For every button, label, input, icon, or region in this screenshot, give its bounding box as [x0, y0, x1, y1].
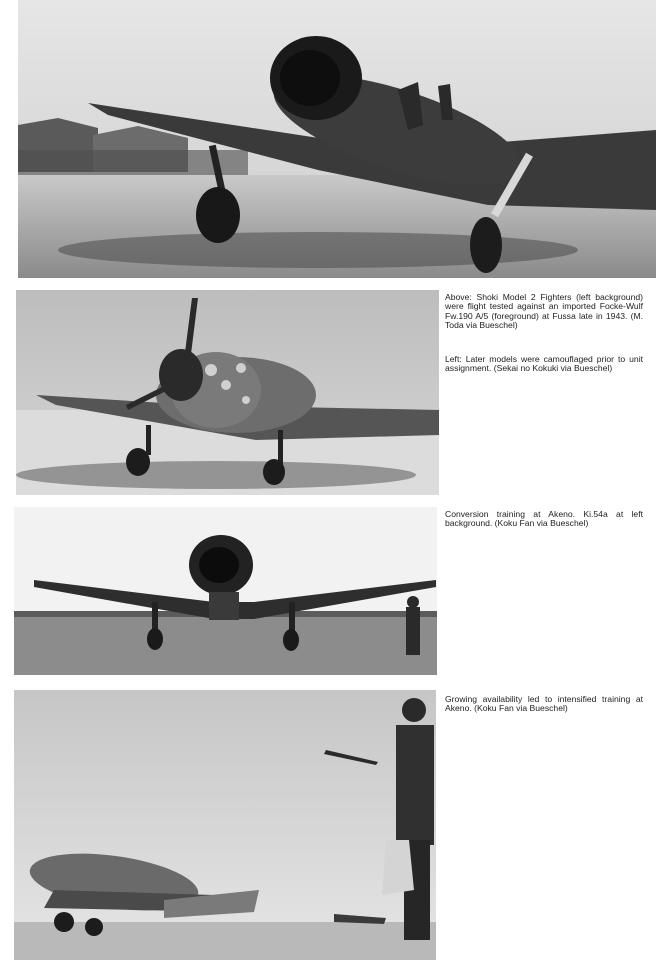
fw190-photo-image — [18, 0, 656, 278]
intensified-training-photo-image — [14, 690, 436, 960]
photo-conversion-training — [14, 507, 437, 675]
photo-camouflaged-shoki — [16, 290, 439, 495]
caption-fw190: Above: Shoki Model 2 Fighters (left background) were flight tested against an imported Focke-Wulf Fw.190 A/5 (foreground) at Fussa late in 1943. (M. Toda via Bueschel) — [445, 292, 643, 331]
photo-fw190 — [18, 0, 656, 278]
caption-camouflaged-shoki: Left: Later models were camouflaged prior to unit assignment. (Sekai no Kokuki via Bueschel) — [445, 354, 643, 374]
camouflaged-shoki-photo-image — [16, 290, 439, 495]
photo-intensified-training — [14, 690, 436, 960]
conversion-training-photo-image — [14, 507, 437, 675]
caption-conversion-training: Conversion training at Akeno. Ki.54a at left background. (Koku Fan via Bueschel) — [445, 509, 643, 529]
caption-intensified-training: Growing availability led to intensified training at Akeno. (Koku Fan via Bueschel) — [445, 694, 643, 714]
